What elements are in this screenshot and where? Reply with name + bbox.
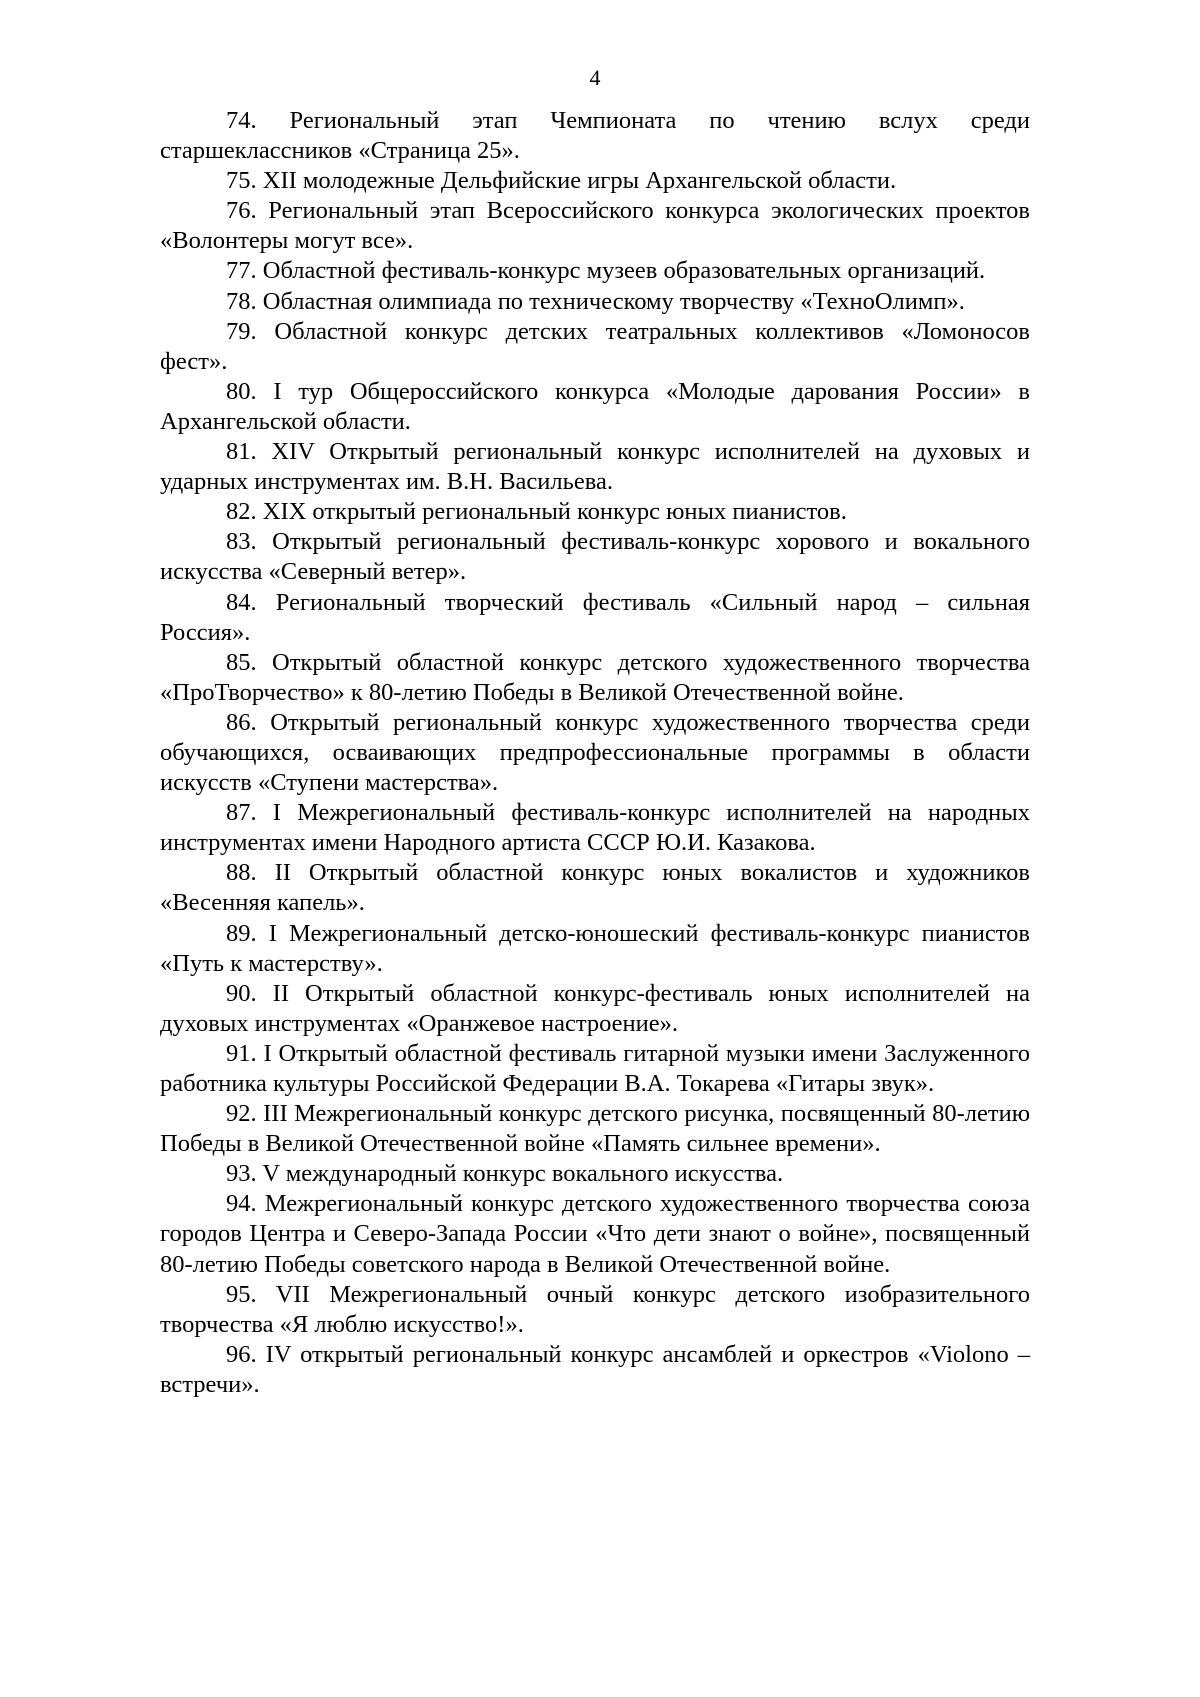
item-text: I Межрегиональный детско-юношеский фестиваль-конкурс пианистов «Путь к мастерству». [160, 919, 1030, 977]
item-text: IV открытый региональный конкурс ансамблей и оркестров «Violono – встречи». [160, 1340, 1031, 1398]
list-item [160, 437, 1030, 497]
numbered-list [160, 106, 1030, 1400]
list-item [160, 527, 1030, 587]
list-item [160, 708, 1030, 798]
list-item [160, 1280, 1030, 1340]
item-text: Региональный творческий фестиваль «Сильный народ – сильная Россия». [160, 588, 1030, 646]
page-number: 4 [589, 65, 601, 90]
item-text: VII Межрегиональный очный конкурс детского изобразительного творчества «Я люблю искусство!». [160, 1280, 1030, 1338]
item-number: 75. [226, 167, 257, 195]
item-number: 85. [226, 648, 257, 676]
list-item [160, 1099, 1030, 1159]
item-number: 92. [226, 1100, 257, 1128]
list-item [160, 798, 1030, 858]
list-item [160, 377, 1030, 437]
item-number: 82. [226, 498, 257, 526]
item-text: I тур Общероссийского конкурса «Молодые дарования России» в Архангельской области. [160, 377, 1031, 435]
item-number: 87. [226, 799, 257, 827]
list-item [160, 497, 1030, 527]
list-item [160, 1159, 1030, 1189]
item-number: 74. [226, 107, 257, 134]
item-number: 79. [226, 317, 257, 345]
list-item [160, 287, 1030, 317]
item-number: 86. [226, 708, 257, 736]
item-number: 77. [226, 257, 257, 285]
item-number: 84. [226, 588, 257, 616]
item-text: Открытый областной конкурс детского художественного творчества «ПроТворчество» к 80-летию Победы в Великой Отечественной войне. [160, 648, 1030, 706]
list-item [160, 106, 1030, 166]
item-text: Областной конкурс детских театральных коллективов «Ломоносов фест». [160, 317, 1031, 375]
item-text: Областной фестиваль-конкурс музеев образовательных организаций. [262, 257, 986, 285]
item-number: 96. [226, 1340, 257, 1368]
item-number: 89. [226, 919, 257, 947]
item-number: 80. [226, 377, 257, 405]
list-item [160, 166, 1030, 196]
item-number: 94. [226, 1190, 257, 1218]
item-text: V международный конкурс вокального искусства. [262, 1160, 784, 1188]
list-item [160, 317, 1030, 377]
item-text: XII молодежные Дельфийские игры Архангельской области. [262, 167, 897, 195]
list-item [160, 1039, 1030, 1099]
list-item [160, 979, 1030, 1039]
item-number: 88. [226, 859, 257, 887]
list-item [160, 196, 1030, 256]
item-number: 81. [226, 438, 257, 466]
item-number: 95. [226, 1280, 257, 1308]
item-number: 76. [226, 197, 257, 225]
item-number: 90. [226, 979, 257, 1007]
list-item [160, 1340, 1030, 1400]
item-text: II Открытый областной конкурс юных вокалистов и художников «Весенняя капель». [160, 859, 1030, 917]
item-text: Открытый региональный фестиваль-конкурс хорового и вокального искусства «Северный ветер». [160, 528, 1031, 586]
item-text: I Открытый областной фестиваль гитарной музыки имени Заслуженного работника культуры Российской Федерации В.А. Токарева «Гитары звук». [160, 1039, 1031, 1097]
item-text: Открытый региональный конкурс художественного творчества среди обучающихся, осваивающих предпрофессиональные программы в области искусств «Ступени мастерства». [160, 708, 1031, 797]
list-item [160, 858, 1030, 918]
item-text: Областная олимпиада по техническому творчеству «ТехноОлимп». [262, 287, 965, 315]
item-number: 83. [226, 528, 257, 556]
item-text: Региональный этап Чемпионата по чтению вслух среди старшеклассников «Страница 25». [160, 107, 1030, 165]
item-text: Межрегиональный конкурс детского художественного творчества союза городов Центра и Северо-Запада России «Что дети знают о войне», посвященный 80-летию Победы советского народа в Великой Отечественной войне. [160, 1190, 1031, 1278]
item-number: 93. [226, 1160, 257, 1188]
list-item [160, 919, 1030, 979]
item-number: 78. [226, 287, 257, 315]
item-text: II Открытый областной конкурс-фестиваль юных исполнителей на духовых инструментах «Оранжевое настроение». [160, 979, 1030, 1037]
list-item [160, 1189, 1030, 1279]
item-number: 91. [226, 1039, 257, 1067]
item-text: III Межрегиональный конкурс детского рисунка, посвященный 80-летию Победы в Великой Отечественной войне «Память сильнее времени». [160, 1100, 1031, 1158]
list-item [160, 648, 1030, 708]
list-item [160, 588, 1030, 648]
list-item [160, 256, 1030, 286]
item-text: Региональный этап Всероссийского конкурса экологических проектов «Волонтеры могут все». [160, 197, 1031, 255]
item-text: I Межрегиональный фестиваль-конкурс исполнителей на народных инструментах имени Народного артиста СССР Ю.И. Казакова. [160, 799, 1030, 857]
item-text: XIX открытый региональный конкурс юных пианистов. [262, 498, 847, 526]
item-text: XIV Открытый региональный конкурс исполнителей на духовых и ударных инструментах им. В.Н. Васильева. [160, 438, 1031, 496]
